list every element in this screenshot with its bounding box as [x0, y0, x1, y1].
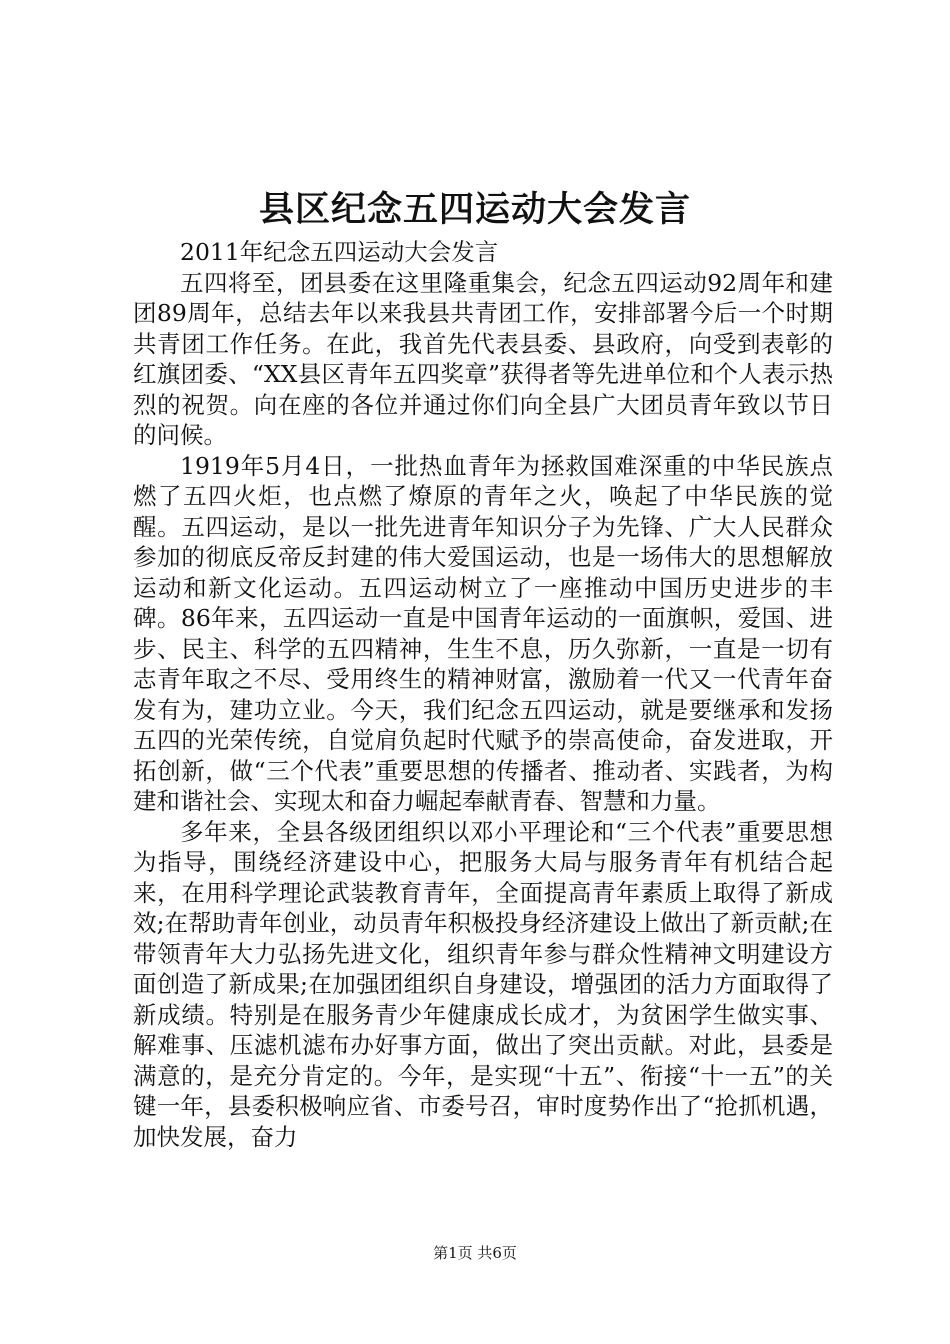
page-number-footer: 第1页 共6页 [433, 1244, 517, 1262]
paragraph-history: 1919年5月4日，一批热血青年为拯救国难深重的中华民族点燃了五四火炬，也点燃了燎原的青年之火，唤起了中华民族的觉醒。五四运动，是以一批先进青年知识分子为先锋、广大人民群众参加的彻底反帝反封建的伟大爱国运动，也是一场伟大的思想解放运动和新文化运动。五四运动树立了一座推动中国历史进步的丰碑。86年来，五四运动一直是中国青年运动的一面旗帜，爱国、进步、民主、科学的五四精神，生生不息，历久弥新，一直是一切有志青年取之不尽、受用终生的精神财富，激励着一代又一代青年奋发有为，建功立业。今天，我们纪念五四运动，就是要继承和发扬五四的光荣传统，自觉肩负起时代赋予的崇高使命，奋发进取，开拓创新，做“三个代表”重要思想的传播者、推动者、实践者，为构建和谐社会、实现太和奋力崛起奉献青春、智慧和力量。 [133, 451, 833, 815]
paragraph-intro: 五四将至，团县委在这里隆重集会，纪念五四运动92周年和建团89周年，总结去年以来我县共青团工作，安排部署今后一个时期共青团工作任务。在此，我首先代表县委、县政府，向受到表彰的红旗团委、“XX县区青年五四奖章”获得者等先进单位和个人表示热烈的祝贺。向在座的各位并通过你们向全县广大团员青年致以节日的问候。 [133, 268, 833, 449]
paragraph-subtitle: 2011年纪念五四运动大会发言 [180, 238, 499, 266]
document-body [133, 237, 833, 1152]
paragraph-achievements: 多年来，全县各级团组织以邓小平理论和“三个代表”重要思想为指导，围绕经济建设中心，把服务大局与服务青年有机结合起来，在用科学理论武装教育青年，全面提高青年素质上取得了新成效;在帮助青年创业，动员青年积极投身经济建设上做出了新贡献;在带领青年大力弘扬先进文化，组织青年参与群众性精神文明建设方面创造了新成果;在加强团组织自身建设，增强团的活力方面取得了新成绩。特别是在服务青少年健康成长成才，为贫困学生做实事、解难事、压滤机滤布办好事方面，做出了突出贡献。对此，县委是满意的，是充分肯定的。今年，是实现“十五”、衔接“十一五”的关键一年，县委积极响应省、市委号召，审时度势作出了“抢抓机遇，加快发展，奋力 [133, 817, 833, 1151]
document-title: 县区纪念五四运动大会发言 [258, 189, 691, 230]
